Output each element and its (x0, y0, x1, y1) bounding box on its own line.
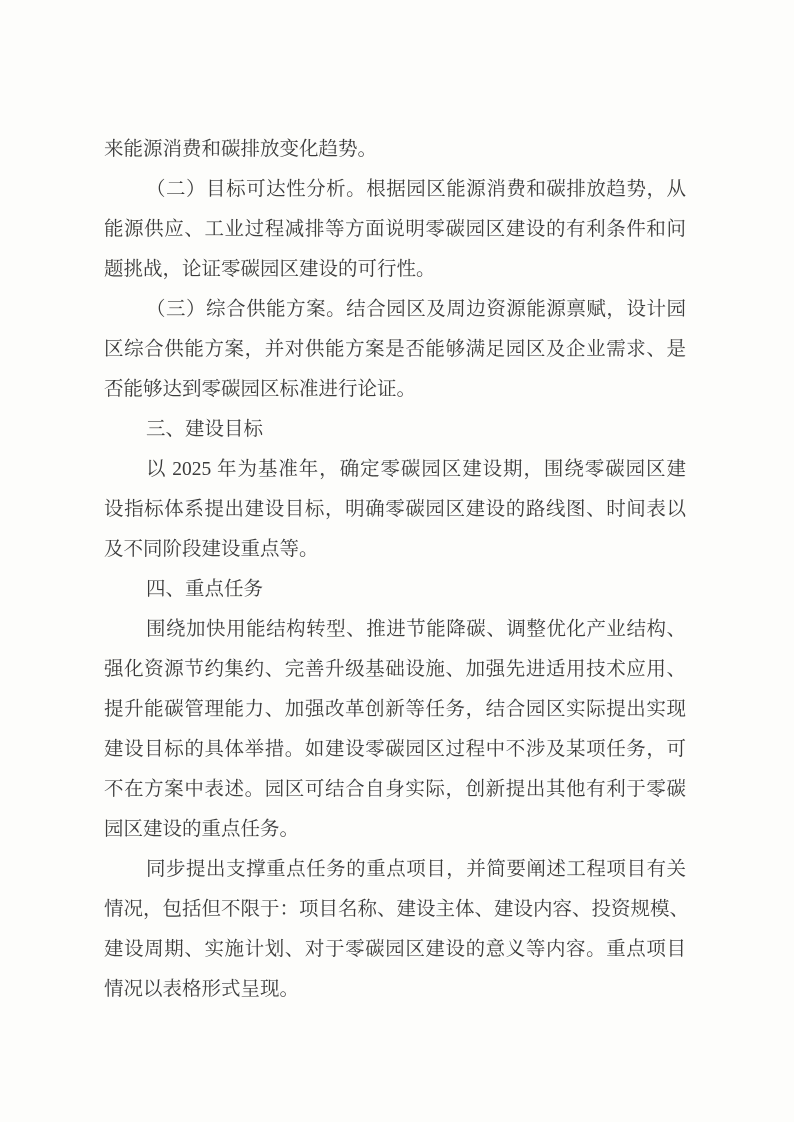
paragraph-line: 以 2025 年为基准年，确定零碳园区建设期，围绕零碳园区建 (146, 459, 686, 480)
paragraph-line: 情况以表格形式呈现。 (104, 979, 300, 1000)
paragraph (104, 290, 686, 410)
section-heading-line: 四、重点任务 (146, 579, 264, 600)
paragraph-line: 强化资源节约集约、完善升级基础设施、加强先进适用技术应用、 (104, 659, 686, 680)
paragraph-line: 区综合供能方案，并对供能方案是否能够满足园区及企业需求、是 (104, 339, 686, 360)
paragraph-line: 园区建设的重点任务。 (104, 819, 300, 840)
paragraph-line: 题挑战，论证零碳园区建设的可行性。 (104, 259, 436, 280)
paragraph (104, 610, 686, 850)
paragraph-line: 同步提出支撑重点任务的重点项目，并简要阐述工程项目有关 (146, 859, 686, 880)
paragraph (104, 130, 686, 170)
section-heading-line: 三、建设目标 (146, 419, 264, 440)
paragraph-line: 提升能碳管理能力、加强改革创新等任务，结合园区实际提出实现 (104, 699, 686, 720)
paragraph-line: 建设周期、实施计划、对于零碳园区建设的意义等内容。重点项目 (104, 939, 686, 960)
paragraph-line: （二）目标可达性分析。根据园区能源消费和碳排放趋势，从 (146, 179, 686, 200)
section-heading (104, 410, 686, 450)
paragraph-line: 能源供应、工业过程减排等方面说明零碳园区建设的有利条件和问 (104, 219, 686, 240)
document-body (104, 130, 690, 1010)
paragraph-line: （三）综合供能方案。结合园区及周边资源能源禀赋，设计园 (146, 299, 686, 320)
paragraph-line: 来能源消费和碳排放变化趋势。 (104, 139, 378, 160)
paragraph-line: 及不同阶段建设重点等。 (104, 539, 319, 560)
paragraph-line: 围绕加快用能结构转型、推进节能降碳、调整优化产业结构、 (146, 619, 686, 640)
section-heading (104, 570, 686, 610)
paragraph-line: 设指标体系提出建设目标，明确零碳园区建设的路线图、时间表以 (104, 499, 686, 520)
paragraph (104, 850, 690, 1010)
paragraph (104, 170, 686, 290)
paragraph-line: 否能够达到零碳园区标准进行论证。 (104, 379, 417, 400)
paragraph-line: 情况，包括但不限于：项目名称、建设主体、建设内容、投资规模、 (104, 899, 690, 920)
paragraph-line: 不在方案中表述。园区可结合自身实际，创新提出其他有利于零碳 (104, 779, 686, 800)
paragraph-line: 建设目标的具体举措。如建设零碳园区过程中不涉及某项任务，可 (104, 739, 686, 760)
paragraph (104, 450, 686, 570)
